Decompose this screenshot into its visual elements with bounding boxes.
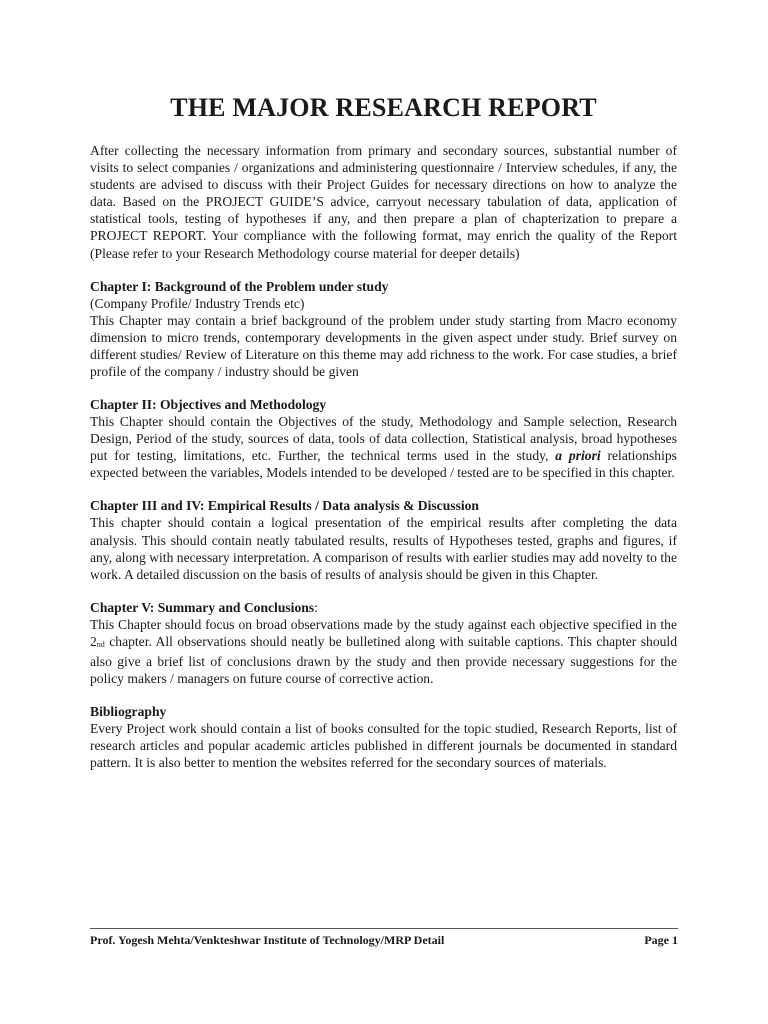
chapter-2-body-part1: This Chapter should contain the Objectives of the study, Methodology and Sample selection, Research Design, Period of the study, sources of data, tools of data collection, Statistical analysis, broad hypotheses put for testing, limitations, etc. Further, the technical terms used in the study, (90, 414, 677, 464)
chapter-5-heading-text: Chapter V: Summary and Conclusions (90, 599, 315, 615)
chapter-5-section (90, 599, 677, 687)
chapter-1-section (90, 278, 677, 380)
footer-divider (90, 928, 678, 929)
chapter-3-section (90, 497, 677, 582)
footer-author: Prof. Yogesh Mehta/Venkteshwar Institute of Technology/MRP Detail (90, 933, 445, 947)
intro-paragraph: After collecting the necessary information from primary and secondary sources, substantial number of visits to select companies / organizations and administering questionnaire / Interview schedules, if any, the students are advised to discuss with their Project Guides for necessary directions on how to analyze the data. Based on the PROJECT GUIDE’S advice, carryout necessary tabulation of data, application of statistical tools, testing of hypotheses if any, and then prepare a plan of chapterization to prepare a PROJECT REPORT. Your compliance with the following format, may enrich the quality of the Report (Please refer to your Research Methodology course material for deeper details) (90, 143, 677, 261)
chapter-5-heading (90, 599, 677, 616)
document-title: THE MAJOR RESEARCH REPORT (170, 93, 597, 122)
chapter-1-body: This Chapter may contain a brief background of the problem under study starting from Macro economy dimension to micro trends, contemporary developments in the given aspect under study. Brief survey on different studies/ Review of Literature on this theme may add richness to the work. For case studies, a brief profile of the company / industry should be given (90, 312, 677, 379)
bibliography-body: Every Project work should contain a list of books consulted for the topic studied, Research Reports, list of research articles and popular academic articles published in different journals be documented in standard pattern. It is also better to mention the websites referred for the secondary sources of materials. (90, 721, 677, 771)
chapter-5-body-part2: chapter. All observations should neatly be bulletined along with suitable captions. This chapter should also give a brief list of conclusions drawn by the study and then provide necessary suggestions for the policy makers / managers on future course of corrective action. (90, 633, 677, 687)
page-number: Page 1 (644, 933, 678, 947)
chapter-1-subheading: (Company Profile/ Industry Trends etc) (90, 295, 305, 311)
chapter-3-body: This chapter should contain a logical presentation of the empirical results after completing the data analysis. This should contain neatly tabulated results, results of Hypotheses tested, graphs and figures, if any, along with necessary interpretation. A comparison of results with earlier studies may add novelty to the work. A detailed discussion on the basis of results of analysis should be given in this Chapter. (90, 515, 677, 582)
chapter-5-heading-colon: : (314, 599, 318, 615)
chapter-2-body-part2: relationships expected between the variables, Models intended to be developed / tested are to be specified in this chapter. (90, 448, 677, 481)
document-page (90, 92, 677, 771)
page-footer (90, 933, 678, 951)
chapter-3-heading: Chapter III and IV: Empirical Results / Data analysis & Discussion (90, 498, 479, 514)
chapter-2-heading: Chapter II: Objectives and Methodology (90, 397, 327, 413)
chapter-2-section (90, 396, 677, 481)
bibliography-heading: Bibliography (90, 704, 167, 720)
bibliography-section (90, 703, 677, 771)
chapter-2-body (90, 413, 677, 481)
chapter-5-body (90, 616, 677, 687)
chapter-5-body-part1: This Chapter should focus on broad observations made by the study against each objective specified in the 2 (90, 616, 677, 649)
ordinal-superscript: nd (96, 639, 105, 649)
a-priori-emphasis: a priori (555, 448, 601, 464)
chapter-1-heading: Chapter I: Background of the Problem under study (90, 278, 389, 294)
